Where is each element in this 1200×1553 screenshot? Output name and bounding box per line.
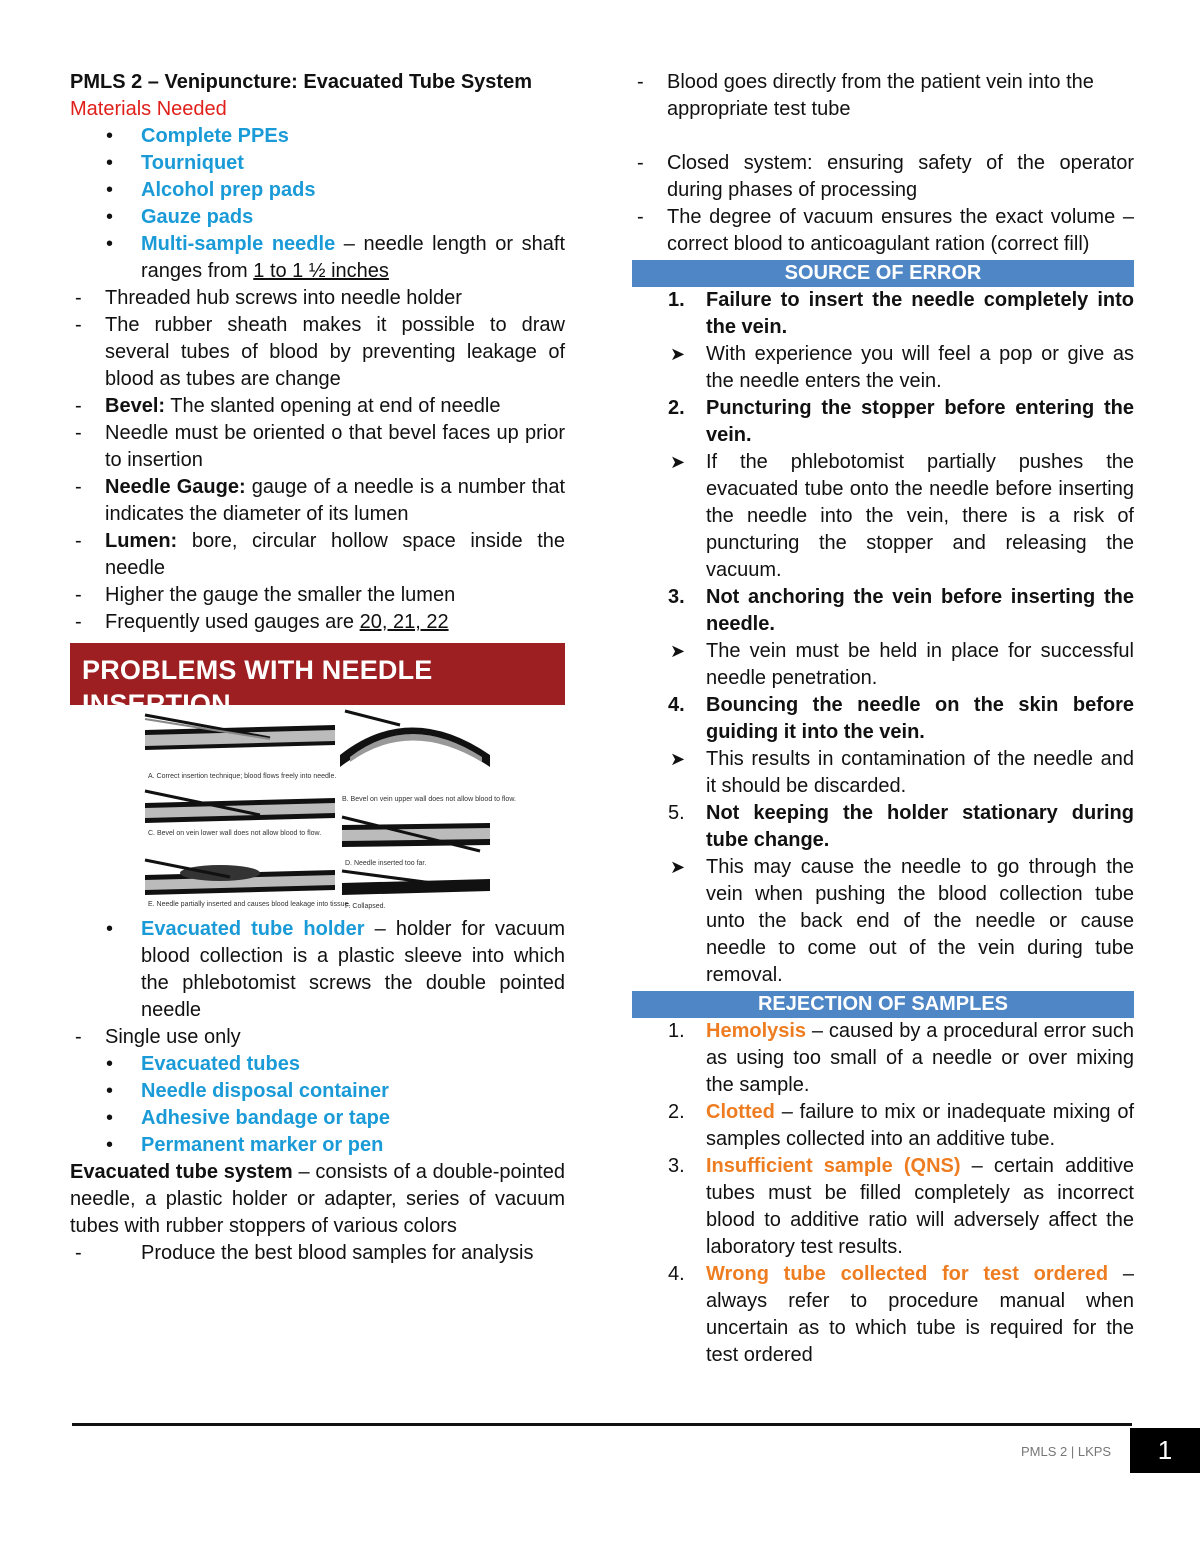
material-item: • Alcohol prep pads (70, 177, 565, 204)
needle-point: - Needle Gauge: gauge of a needle is a number that indicates the diameter of its lumen (70, 474, 565, 528)
caption-d: D. Needle inserted too far. (345, 860, 427, 867)
material-item: • Adhesive bandage or tape (70, 1105, 565, 1132)
material-item: • Evacuated tubes (70, 1051, 565, 1078)
needle-point: - Lumen: bore, circular hollow space inside the needle (70, 528, 565, 582)
arrow-bullet-icon: ➤ (670, 452, 686, 472)
system-points (70, 1240, 565, 1267)
needle-point: - Higher the gauge the smaller the lumen (70, 582, 565, 609)
material-item: • Tourniquet (70, 150, 565, 177)
figure-title: PROBLEMS WITH NEEDLE INSERTION (82, 655, 433, 719)
needle-insertion-figure (70, 643, 565, 910)
caption-f: F. Collapsed. (345, 903, 386, 910)
needle-point: - Needle must be oriented o that bevel faces up prior to insertion (70, 420, 565, 474)
source-of-error-heading: SOURCE OF ERROR (632, 260, 1134, 287)
intro-points (632, 69, 1134, 123)
rejection-item: 1. Hemolysis – caused by a procedural error such as using too small of a needle or over mixing the sample. (668, 1020, 1134, 1096)
material-item: • Complete PPEs (70, 123, 565, 150)
material-item: • Permanent marker or pen (70, 1132, 565, 1159)
figure-header (70, 643, 565, 719)
material-item-needle: • Multi-sample needle – needle length or shaft ranges from 1 to 1 ½ inches (70, 231, 565, 285)
error-item: 4. Bouncing the needle on the skin before guiding it into the vein. (668, 694, 1134, 743)
document-title: PMLS 2 – Venipuncture: Evacuated Tube System (70, 71, 532, 93)
arrow-bullet-icon: ➤ (670, 749, 686, 769)
error-item: 5. Not keeping the holder stationary during tube change. (668, 802, 1134, 851)
caption-c: C. Bevel on vein lower wall does not allow blood to flow. (148, 830, 322, 837)
right-column (632, 69, 1134, 1369)
rejection-of-samples-heading: REJECTION OF SAMPLES (632, 991, 1134, 1018)
arrow-bullet-icon: ➤ (670, 641, 686, 661)
rejection-item: 3. Insufficient sample (QNS) – certain additive tubes must be filled completely as incorrect blood to additive ratio will adversely affect the laboratory test results. (668, 1155, 1134, 1258)
error-note: ➤ With experience you will feel a pop or give as the needle enters the vein. (670, 343, 1134, 392)
error-item: 3. Not anchoring the vein before inserting the needle. (668, 586, 1134, 635)
needle-point: - The rubber sheath makes it possible to draw several tubes of blood by preventing leakage of blood as tubes are change (70, 312, 565, 393)
rejection-item: 2. Clotted – failure to mix or inadequate mixing of samples collected into an additive tube. (668, 1101, 1134, 1150)
rejection-item: 4. Wrong tube collected for test ordered – always refer to procedure manual when uncertain as to which tube is required for the test ordered (668, 1263, 1134, 1366)
panel-a-drawing (145, 715, 335, 750)
spacer (632, 123, 1134, 150)
needle-point: - Bevel: The slanted opening at end of needle (70, 393, 565, 420)
material-item: • Needle disposal container (70, 1078, 565, 1105)
material-item-holder: • Evacuated tube holder – holder for vacuum blood collection is a plastic sleeve into which the phlebotomist screws the double pointed needle (70, 916, 565, 1024)
holder-point: - Single use only (70, 1024, 565, 1051)
error-item: 1. Failure to insert the needle completely into the vein. (668, 289, 1134, 338)
needle-points (70, 285, 565, 636)
needle-point: - Frequently used gauges are 20, 21, 22 (70, 609, 565, 636)
material-item: • Gauze pads (70, 204, 565, 231)
arrow-bullet-icon: ➤ (670, 857, 686, 877)
footer-rule (72, 1423, 1132, 1426)
footer-text: PMLS 2 | LKPS (1021, 1444, 1112, 1459)
panel-d-drawing (342, 817, 490, 851)
arrow-bullet-icon: ➤ (670, 344, 686, 364)
error-note: ➤ This may cause the needle to go through the vein when pushing the blood collection tube unto the back end of the needle or cause needle to come out of the vein during tube removal. (670, 856, 1134, 986)
holder-points (70, 1024, 565, 1051)
caption-b: B. Bevel on vein upper wall does not allow blood to flow. (342, 796, 516, 803)
panel-f-drawing (342, 871, 490, 895)
materials-list-b (70, 916, 565, 1024)
materials-heading: Materials Needed (70, 98, 227, 120)
caption-a: A. Correct insertion technique; blood flows freely into needle. (148, 773, 337, 780)
needle-point: - Threaded hub screws into needle holder (70, 285, 565, 312)
materials-list-c (70, 1051, 565, 1159)
intro-point: - Blood goes directly from the patient vein into the appropriate test tube (632, 69, 1134, 123)
error-note: ➤ If the phlebotomist partially pushes the evacuated tube onto the needle before inserting the needle into the vein, there is a risk of puncturing the stopper and releasing the vacuum. (670, 451, 1134, 581)
panel-c-drawing (145, 791, 335, 823)
error-note: ➤ This results in contamination of the needle and it should be discarded. (670, 748, 1134, 797)
caption-e: E. Needle partially inserted and causes blood leakage into tissue. (148, 901, 351, 908)
materials-list-a (70, 123, 565, 285)
needle-insertion-diagram (70, 705, 565, 910)
left-column (70, 69, 565, 1267)
intro-point: - The degree of vacuum ensures the exact volume – correct blood to anticoagulant ration (correct fill) (632, 204, 1134, 258)
evacuated-tube-system-paragraph: Evacuated tube system – consists of a double-pointed needle, a plastic holder or adapter, series of vacuum tubes with rubber stoppers of various colors (70, 1161, 565, 1237)
panel-e-drawing (145, 860, 335, 895)
error-item: 2. Puncturing the stopper before entering the vein. (668, 397, 1134, 446)
intro-point: - Closed system: ensuring safety of the operator during phases of processing (632, 150, 1134, 204)
system-point: - Produce the best blood samples for analysis (70, 1240, 565, 1267)
error-note: ➤ The vein must be held in place for successful needle penetration. (670, 640, 1134, 689)
page-number: 1 (1130, 1428, 1200, 1473)
error-list (632, 287, 1134, 989)
intro-points-2 (632, 150, 1134, 258)
panel-b-drawing (340, 711, 490, 767)
rejection-list (632, 1018, 1134, 1369)
